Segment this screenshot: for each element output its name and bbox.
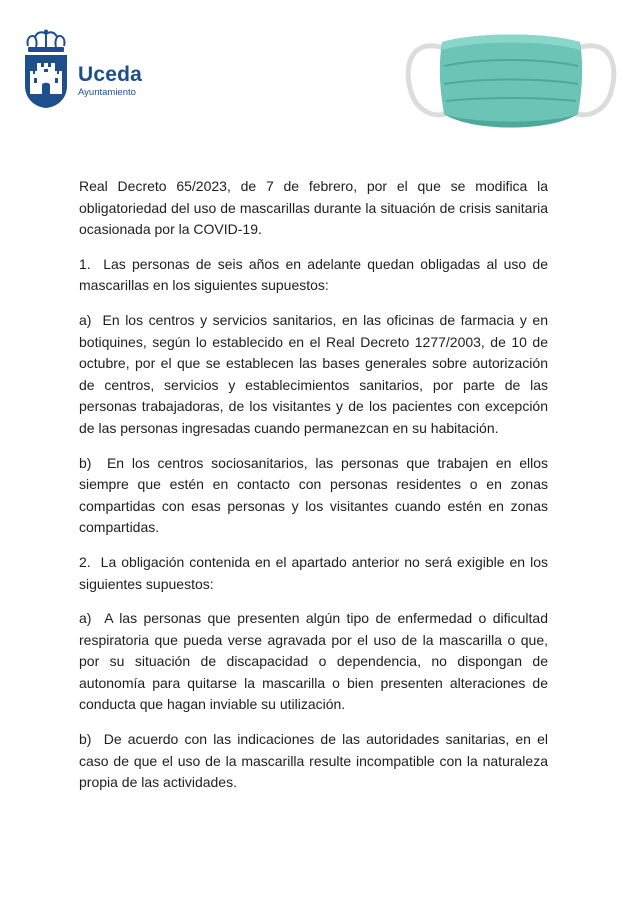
paragraph-1b: b) En los centros sociosanitarios, las personas que trabajen en ellos siempre que estén en contacto con personas residentes o en zonas compartidas con esas personas y los visitantes cuando estén en zonas compartidas. — [79, 454, 548, 536]
paragraph-2b: b) De acuerdo con las indicaciones de las autoridades sanitarias, en el caso de que el uso de la mascarilla resulte incompatible con la naturaleza propia de las actividades. — [79, 731, 548, 791]
document-body — [79, 176, 548, 794]
paragraph-1a: a) En los centros y servicios sanitarios, en las oficinas de farmacia y en botiquines, según lo establecido en el Real Decreto 1277/2003, de 10 de octubre, por el que se establecen las bases generales sobre autorización de centros, servicios y establecimientos sanitarios, por parte de las personas trabajadoras, de los visitantes y de los pacientes con excepción de las personas ingresadas cuando permanezcan en su habitación. — [79, 311, 548, 436]
brand-subtitle: Ayuntamiento — [78, 87, 136, 98]
brand — [78, 64, 142, 98]
paragraph-2a: a) A las personas que presenten algún tipo de enfermedad o dificultad respiratoria que pueda verse agravada por el uso de la mascarilla o que, por su situación de discapacidad o dependencia, no dispongan de autonomía para quitarse la mascarilla o bien presenten alteraciones de conducta que hagan inviable su utilización. — [79, 610, 548, 713]
paragraph-section-1: 1. Las personas de seis años en adelante quedan obligadas al uso de mascarillas en los siguientes supuestos: — [79, 255, 548, 294]
uceda-crest-icon — [22, 28, 70, 110]
letterhead — [0, 0, 629, 150]
paragraph-intro: Real Decreto 65/2023, de 7 de febrero, por el que se modifica la obligatoriedad del uso de mascarillas durante la situación de crisis sanitaria ocasionada por la COVID-19. — [79, 178, 548, 238]
face-mask-icon — [402, 26, 620, 136]
brand-name: Uceda — [78, 63, 143, 86]
paragraph-section-2: 2. La obligación contenida en el apartado anterior no será exigible en los siguientes supuestos: — [79, 553, 548, 592]
